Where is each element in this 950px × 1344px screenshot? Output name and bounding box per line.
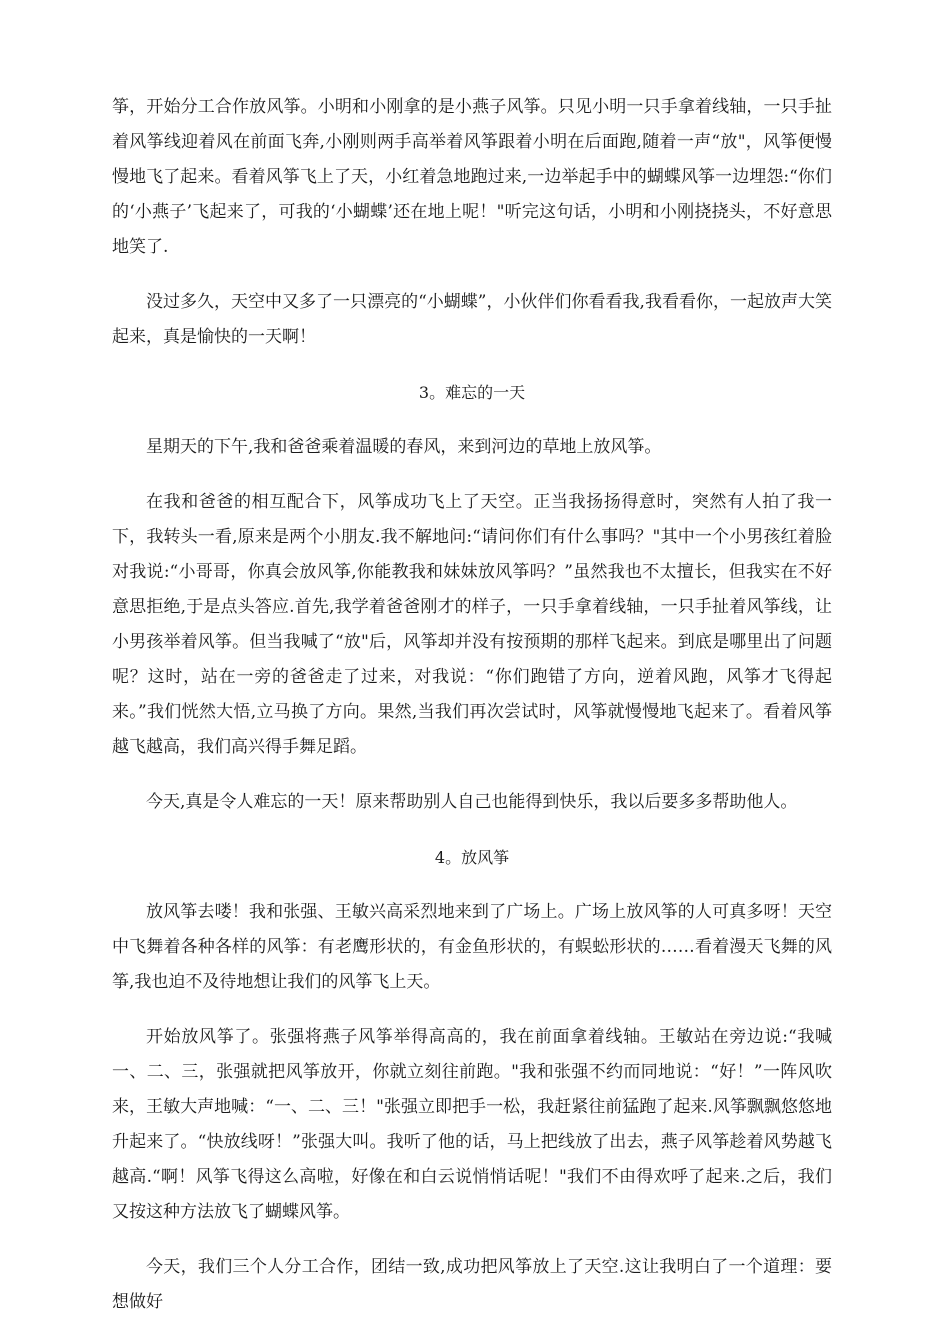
paragraph-continued: 筝，开始分工合作放风筝。小明和小刚拿的是小燕子风筝。只见小明一只手拿着线轴，一只手扯着风筝线迎着风在前面飞奔,小刚则两手高举着风筝跟着小明在后面跑,随着一声“放"，风筝便慢慢地飞了起来。看着风筝飞上了天，小红着急地跑过来,一边举起手中的蝴蝶风筝一边埋怨:“你们的‘小燕子’飞起来了，可我的‘小蝴蝶’还在地上呢！"听完这句话，小明和小刚挠挠头，不好意思地笑了.	[112, 97, 832, 257]
paragraph: 星期天的下午,我和爸爸乘着温暖的春风，来到河边的草地上放风筝。	[146, 437, 662, 457]
section-heading: 4。放风筝	[434, 848, 510, 867]
document-body	[112, 90, 832, 1340]
paragraph: 今天，我们三个人分工合作，团结一致,成功把风筝放上了天空.这让我明白了一个道理：要想做好	[112, 1257, 832, 1312]
paragraph: 在我和爸爸的相互配合下，风筝成功飞上了天空。正当我扬扬得意时，突然有人拍了我一下，我转头一看,原来是两个小朋友.我不解地问:“请问你们有什么事吗？"其中一个小男孩红着脸对我说:“小哥哥，你真会放风筝,你能教我和妹妹放风筝吗？”虽然我也不太擅长，但我实在不好意思拒绝,于是点头答应.首先,我学着爸爸刚才的样子，一只手拿着线轴，一只手扯着风筝线，让小男孩举着风筝。但当我喊了“放"后，风筝却并没有按预期的那样飞起来。到底是哪里出了问题呢？这时，站在一旁的爸爸走了过来，对我说：“你们跑错了方向，逆着风跑，风筝才飞得起来。”我们恍然大悟,立马换了方向。果然,当我们再次尝试时，风筝就慢慢地飞起来了。看着风筝越飞越高，我们高兴得手舞足蹈。	[112, 492, 832, 757]
paragraph: 放风筝去喽！我和张强、王敏兴高采烈地来到了广场上。广场上放风筝的人可真多呀！天空中飞舞着各种各样的风筝：有老鹰形状的，有金鱼形状的，有蜈蚣形状的……看着漫天飞舞的风筝,我也迫不及待地想让我们的风筝飞上天。	[112, 902, 832, 992]
paragraph: 开始放风筝了。张强将燕子风筝举得高高的，我在前面拿着线轴。王敏站在旁边说:“我喊一、二、三，张强就把风筝放开，你就立刻往前跑。"我和张强不约而同地说：“好！”一阵风吹来，王敏大声地喊：“一、二、三！"张强立即把手一松，我赶紧往前猛跑了起来.风筝飘飘悠悠地升起来了。“快放线呀！”张强大叫。我听了他的话，马上把线放了出去，燕子风筝趁着风势越飞越高.“啊！风筝飞得这么高啦，好像在和白云说悄悄话呢！"我们不由得欢呼了起来.之后，我们又按这种方法放飞了蝴蝶风筝。	[112, 1027, 832, 1222]
section-heading: 3。难忘的一天	[418, 383, 526, 402]
paragraph: 没过多久，天空中又多了一只漂亮的“小蝴蝶”，小伙伴们你看看我,我看看你，一起放声大笑起来，真是愉快的一天啊！	[112, 292, 832, 347]
paragraph: 今天,真是令人难忘的一天！原来帮助别人自己也能得到快乐，我以后要多多帮助他人。	[146, 792, 798, 812]
